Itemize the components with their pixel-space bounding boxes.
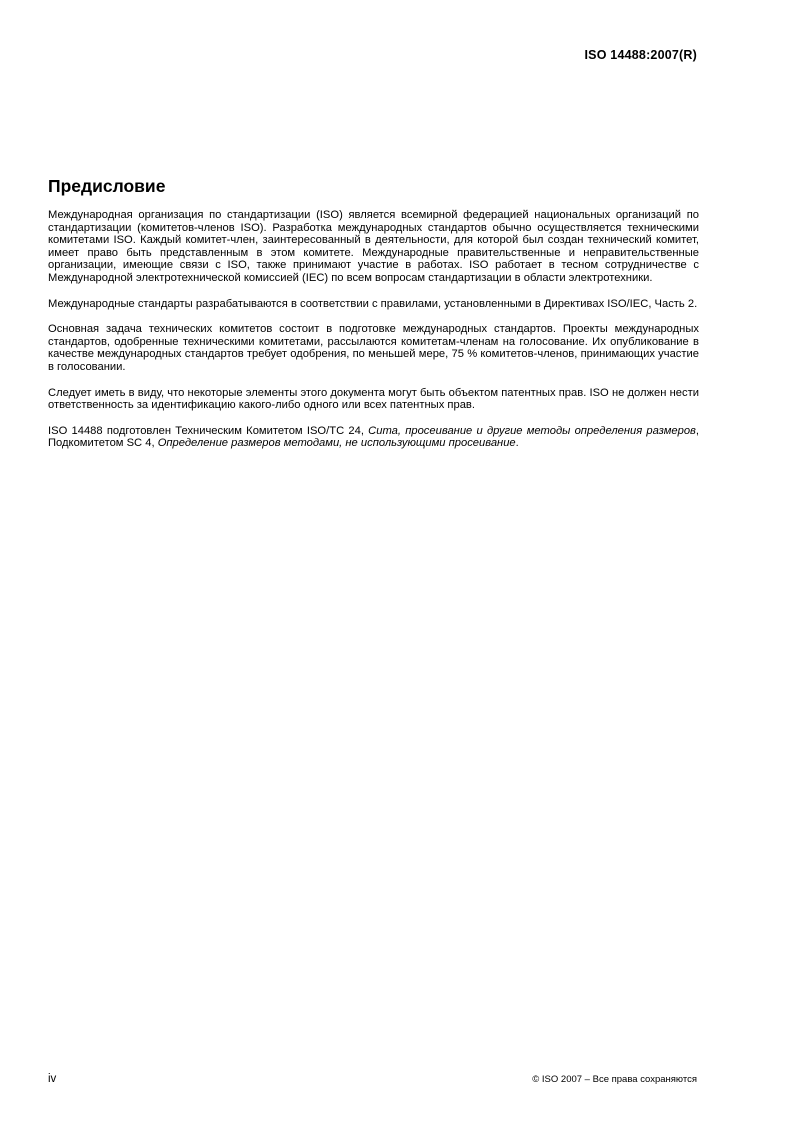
copyright-notice: © ISO 2007 – Все права сохраняются <box>532 1074 697 1085</box>
prepared-by-text-1: ISO 14488 подготовлен Техническим Комитетом ISO/TC 24, <box>48 424 369 437</box>
paragraph-directives: Международные стандарты разрабатываются в соответствии с правилами, установленными в Директивах ISO/IEC, Часть 2. <box>48 297 698 310</box>
paragraph-patent-rights: Следует иметь в виду, что некоторые элементы этого документа могут быть объектом патентных прав. ISO не должен нести ответственность за идентификацию какого-либо одного или всех патентных прав. <box>48 386 699 412</box>
foreword-section <box>48 175 699 463</box>
document-id: ISO 14488:2007(R) <box>584 48 697 62</box>
paragraph-iso-description: Международная организация по стандартизации (ISO) является всемирной федерацией национальных организаций по стандартизации (комитетов-членов ISO). Разработка международных стандартов обычно осуществляется техническими комитетами ISO. Каждый комитет-член, заинтересованный в деятельности, для которой был создан технический комитет, имеет право быть представленным в этом комитете. Международные правительственные и неправительственные организации, имеющие связи с ISO, также принимают участие в работах. ISO работает в тесном сотрудничестве с Международной электротехнической комиссией (IEC) по всем вопросам стандартизации в области электротехники. <box>48 209 699 284</box>
prepared-by-text-3: . <box>515 437 519 450</box>
prepared-by-text-2: , Подкомитетом SC 4, <box>48 424 699 450</box>
technical-committee-title: Сита, просеивание и другие методы определения размеров <box>368 424 696 437</box>
subcommittee-title: Определение размеров методами, не использующими просеивание <box>157 437 516 450</box>
paragraph-prepared-by <box>48 425 699 450</box>
paragraph-committee-task: Основная задача технических комитетов состоит в подготовке международных стандартов. Проекты международных стандартов, одобренные техническими комитетами, рассылаются комитетам-членам на голосование. Их опубликование в качестве международных стандартов требует одобрения, по меньшей мере, 75 % комитетов-членов, принимающих участие в голосовании. <box>48 323 699 373</box>
section-title: Предисловие <box>48 176 166 196</box>
page-number: iv <box>48 1073 57 1085</box>
